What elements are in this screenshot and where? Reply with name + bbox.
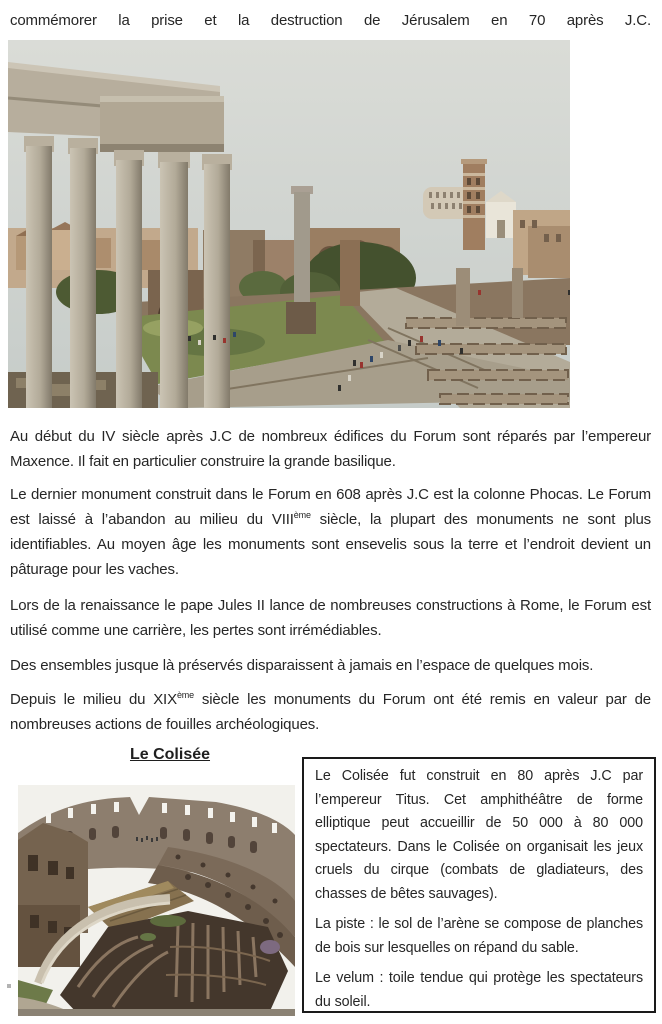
textbox-paragraph-construction: Le Colisée fut construit en 80 après J.C par l’empereur Titus. Cet amphithéâtre de forme elliptique peut accueillir de 50 000 à 80 000 spectateurs. Dans le Colisée on organisait les jeux cruels du cirque (combats de gladiateurs, des chasses de bêtes sauvages). xyxy=(315,768,643,902)
paragraph-phocas-text: Le dernier monument construit dans le Forum en 608 après J.C est la colonne Phocas. Le Forum est laissé à l’abandon au milieu du VIII xyxy=(10,486,651,528)
forum-photo xyxy=(8,40,570,408)
anchor-marker xyxy=(7,984,11,988)
colosseum-photo xyxy=(18,785,295,1016)
paragraph-fouilles-text-cont: siècle les monuments du Forum ont été remis en valeur par de nombreuses actions de fouilles archéologiques. xyxy=(10,691,651,733)
paragraph-renaissance: Lors de la renaissance le pape Jules II lance de nombreuses constructions à Rome, le Forum est utilisé comme une carrière, les pertes sont irrémédiables. xyxy=(10,597,651,639)
paragraph-phocas xyxy=(10,482,651,582)
colosseum-photo-illustration xyxy=(18,785,295,1016)
superscript-eme: ème xyxy=(176,690,194,700)
textbox-paragraph-velum: Le velum : toile tendue qui protège les spectateurs du soleil. xyxy=(315,970,643,1010)
paragraph-maxence: Au début du IV siècle après J.C de nombreux édifices du Forum sont réparés par l’empereur Maxence. Il fait en particulier construire la grande basilique. xyxy=(10,428,651,470)
paragraph-ensembles: Des ensembles jusque là préservés disparaissent à jamais en l’espace de quelques mois. xyxy=(10,657,594,674)
textbox-paragraph-piste: La piste : le sol de l’arène se compose de planches de bois sur lesquelles on répand du sable. xyxy=(315,916,643,956)
forum-photo-illustration xyxy=(8,40,570,408)
paragraph-fouilles-text: Depuis le milieu du XIX xyxy=(10,691,177,708)
colisee-textbox xyxy=(302,757,656,1013)
paragraph-phocas-text-cont: siècle, la plupart des monuments ne sont plus identifiables. Au moyen âge les monuments sont ensevelis sous la terre et l’endroit devient un pâturage pour les vaches. xyxy=(10,511,651,578)
superscript-eme: ème xyxy=(293,510,311,520)
intro-line: commémorer la prise et la destruction de Jérusalem en 70 après J.C. xyxy=(10,12,651,29)
paragraph-fouilles xyxy=(10,687,651,737)
colisee-heading: Le Colisée xyxy=(129,746,211,763)
